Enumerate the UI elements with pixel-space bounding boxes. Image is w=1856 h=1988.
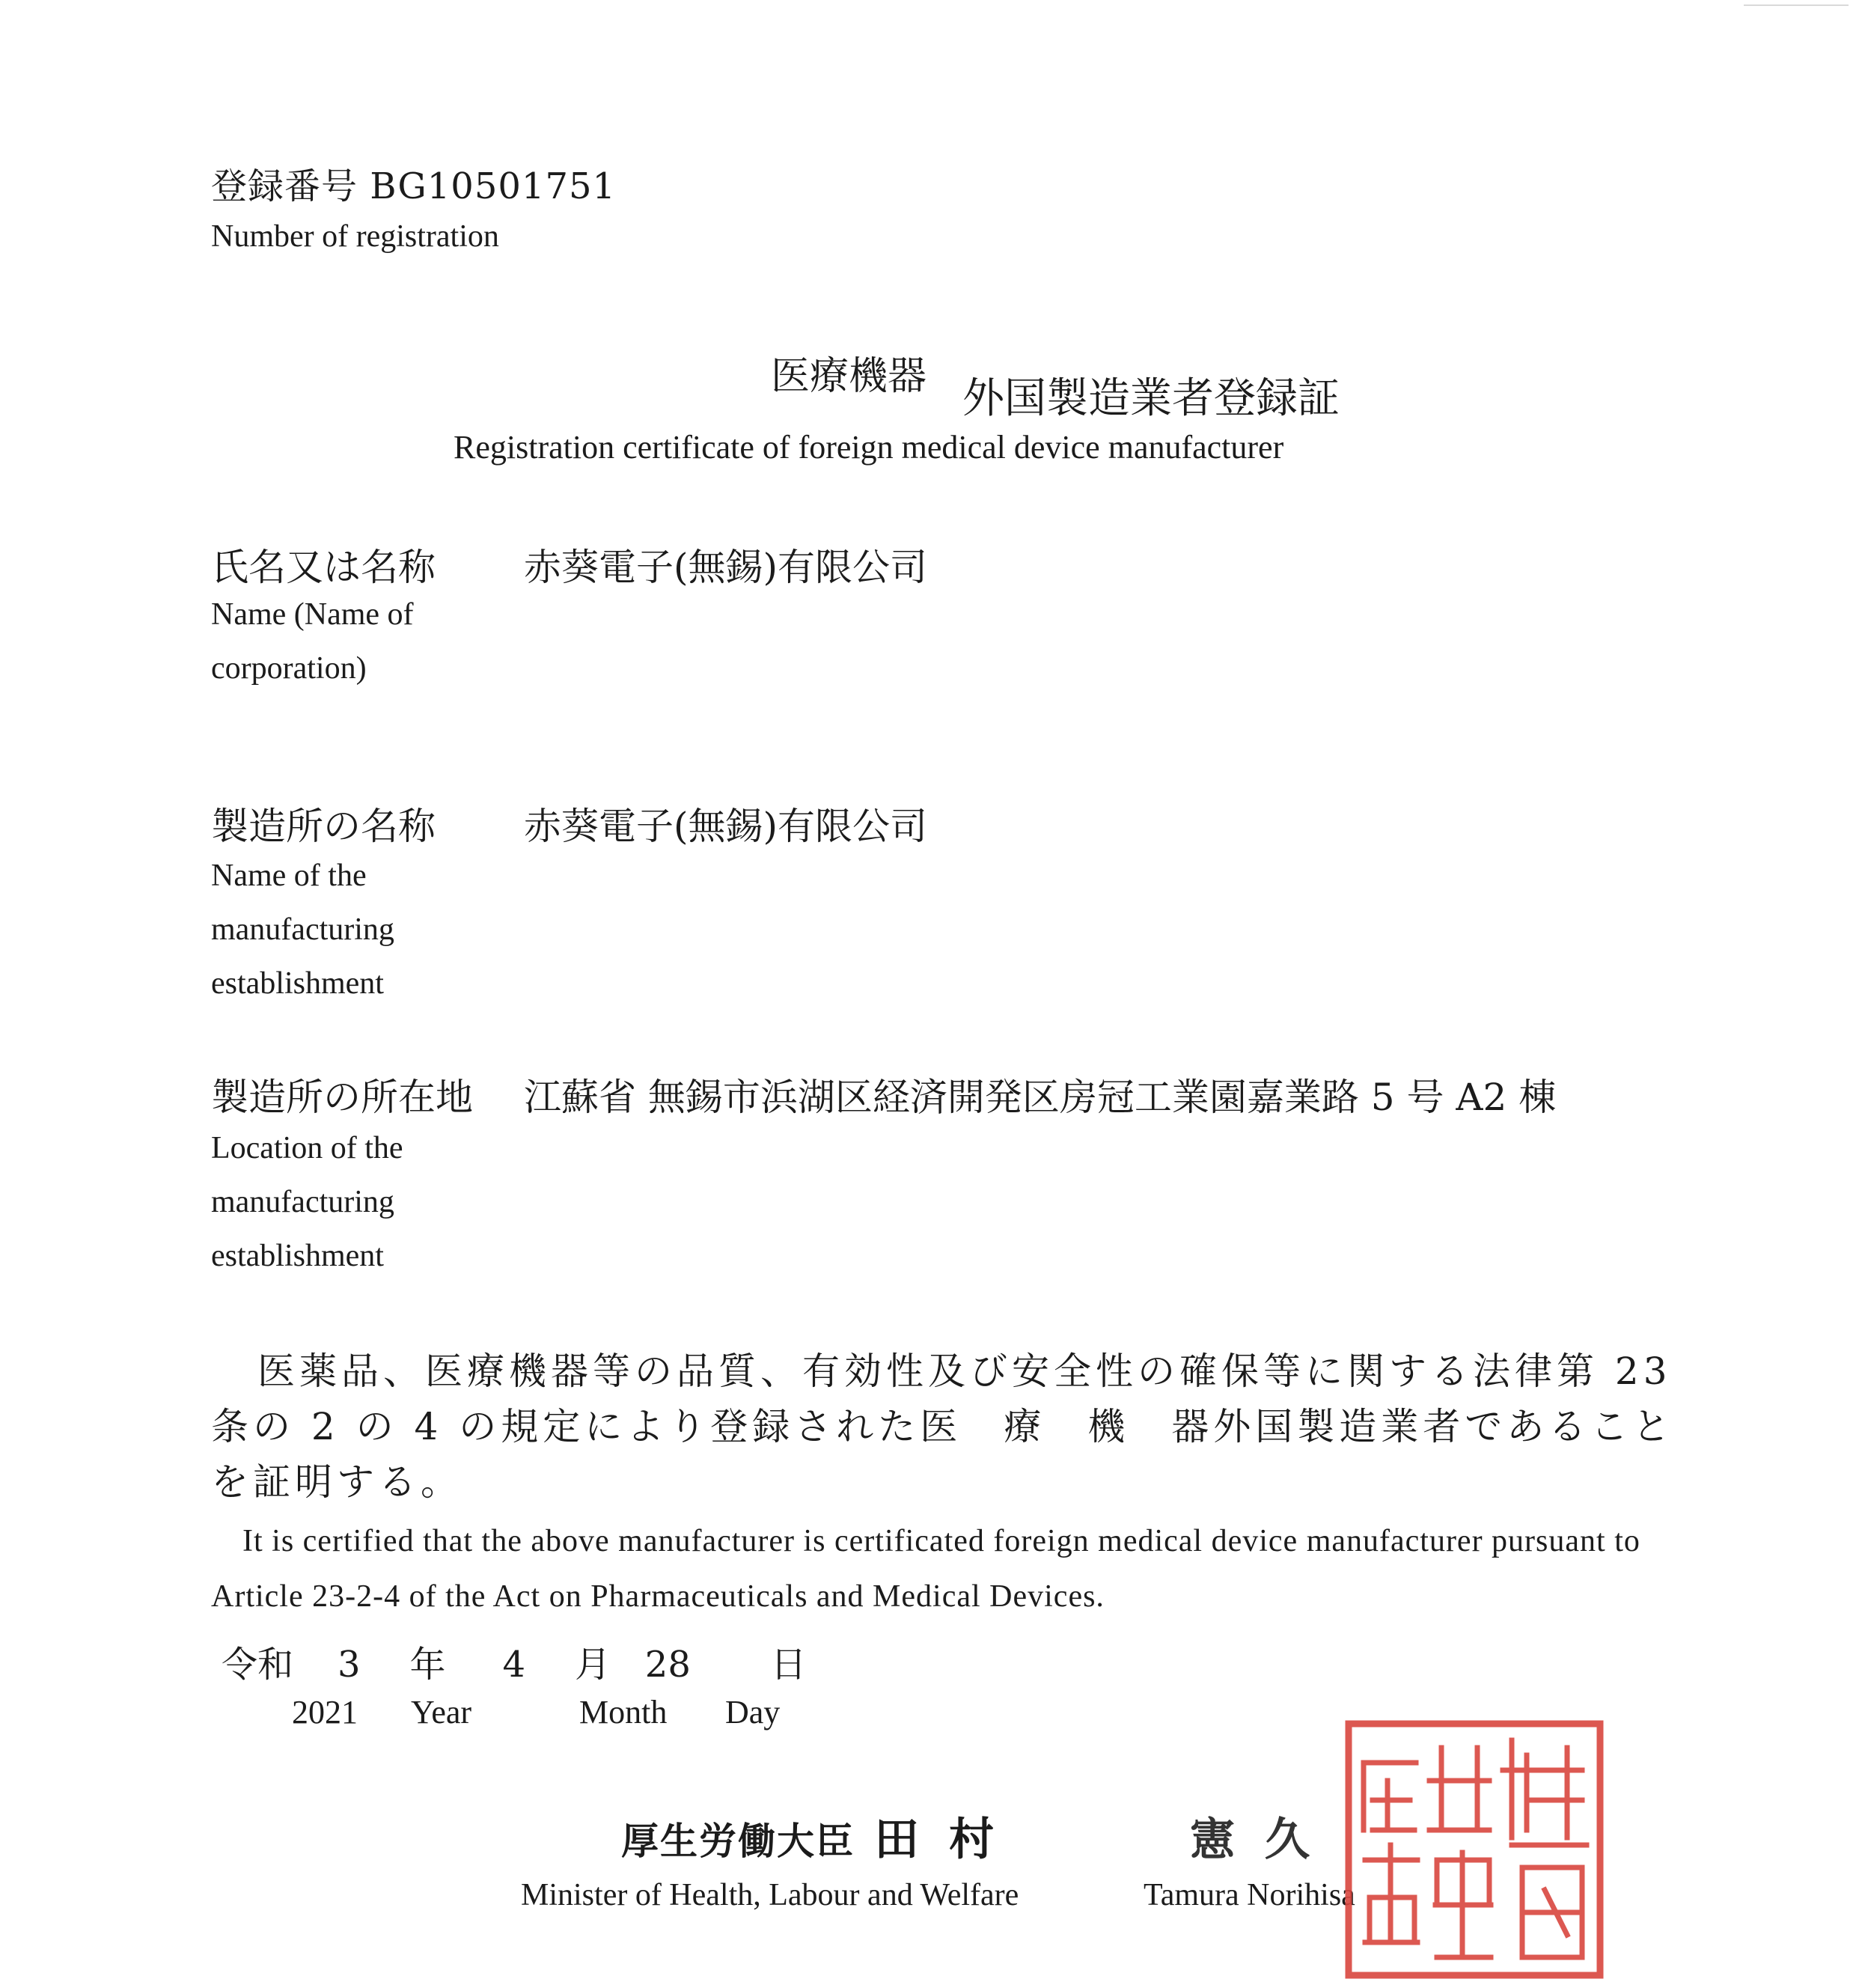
registration-number-label-en: Number of registration: [211, 219, 499, 254]
establishment-label-en-line3: establishment: [211, 966, 384, 1001]
date-era-year: 3: [337, 1644, 361, 1686]
establishment-value: 赤葵電子(無錫)有限公司: [524, 805, 928, 848]
establishment-label-jp: 製造所の名称: [211, 805, 436, 848]
date-day: 28: [644, 1644, 691, 1686]
location-label-jp: 製造所の所在地: [211, 1076, 473, 1119]
date-jp: [222, 1635, 807, 1687]
establishment-label-en-line2: manufacturing: [211, 912, 394, 947]
name-label-jp: 氏名又は名称: [211, 546, 436, 589]
date-day-label-en: Day: [725, 1694, 781, 1731]
title-jp-part2: 外国製造業者登録証: [962, 374, 1340, 423]
date-day-label-jp: 日: [770, 1644, 807, 1686]
location-label-en-line1: Location of the: [211, 1131, 403, 1165]
certification-statement-en: It is certified that the above manufacturer is certificated foreign medical device manufacturer pursuant to Article 23-2-4 of the Act on Pharmaceuticals and Medical Devices.: [211, 1524, 1640, 1614]
establishment-label-en: [211, 849, 394, 1010]
date-era: 令和: [222, 1644, 294, 1686]
date-month: 4: [502, 1644, 526, 1686]
registration-number: 登録番号 BG10501751: [211, 165, 617, 207]
name-value: 赤葵電子(無錫)有限公司: [524, 546, 928, 589]
signatory-title-jp: 厚生労働大臣: [621, 1819, 855, 1863]
location-label-en-line2: manufacturing: [211, 1185, 394, 1219]
name-label-en: [211, 588, 414, 695]
date-month-label-jp: 月: [575, 1644, 611, 1686]
title-jp-part1: 医療機器: [771, 354, 927, 399]
name-label-en-line2: corporation): [211, 651, 367, 686]
signatory-name-en: Tamura Norihisa: [1144, 1878, 1355, 1912]
date-month-label-en: Month: [579, 1694, 668, 1731]
establishment-label-en-line1: Name of the: [211, 859, 367, 893]
date-year: 2021: [292, 1694, 358, 1731]
date-year-label-en: Year: [411, 1694, 472, 1731]
date-en: [292, 1693, 780, 1731]
location-label-en: [211, 1121, 403, 1283]
certification-statement-jp: 医薬品、医療機器等の品質、有効性及び安全性の確保等に関する法律第 23 条の 2 の 4 の規定により登録された医 療 機 器外国製造業者であることを証明する。: [211, 1350, 1675, 1504]
signatory-title-en: Minister of Health, Labour and Welfare: [521, 1878, 1019, 1912]
location-label-en-line3: establishment: [211, 1239, 384, 1273]
signatory-given-name-jp: 憲久: [1190, 1814, 1340, 1866]
official-seal-icon: [1343, 1718, 1606, 1981]
scan-edge-line: [1744, 4, 1849, 6]
location-value: 江蘇省 無錫市浜湖区経済開発区房冠工業園嘉業路 5 号 A2 棟: [524, 1076, 1557, 1119]
signatory-family-name-jp: 田村: [874, 1814, 1024, 1866]
name-label-en-line1: Name (Name of: [211, 597, 414, 632]
title-en: Registration certificate of foreign medical device manufacturer: [454, 429, 1284, 466]
date-year-label-jp: 年: [409, 1644, 446, 1686]
